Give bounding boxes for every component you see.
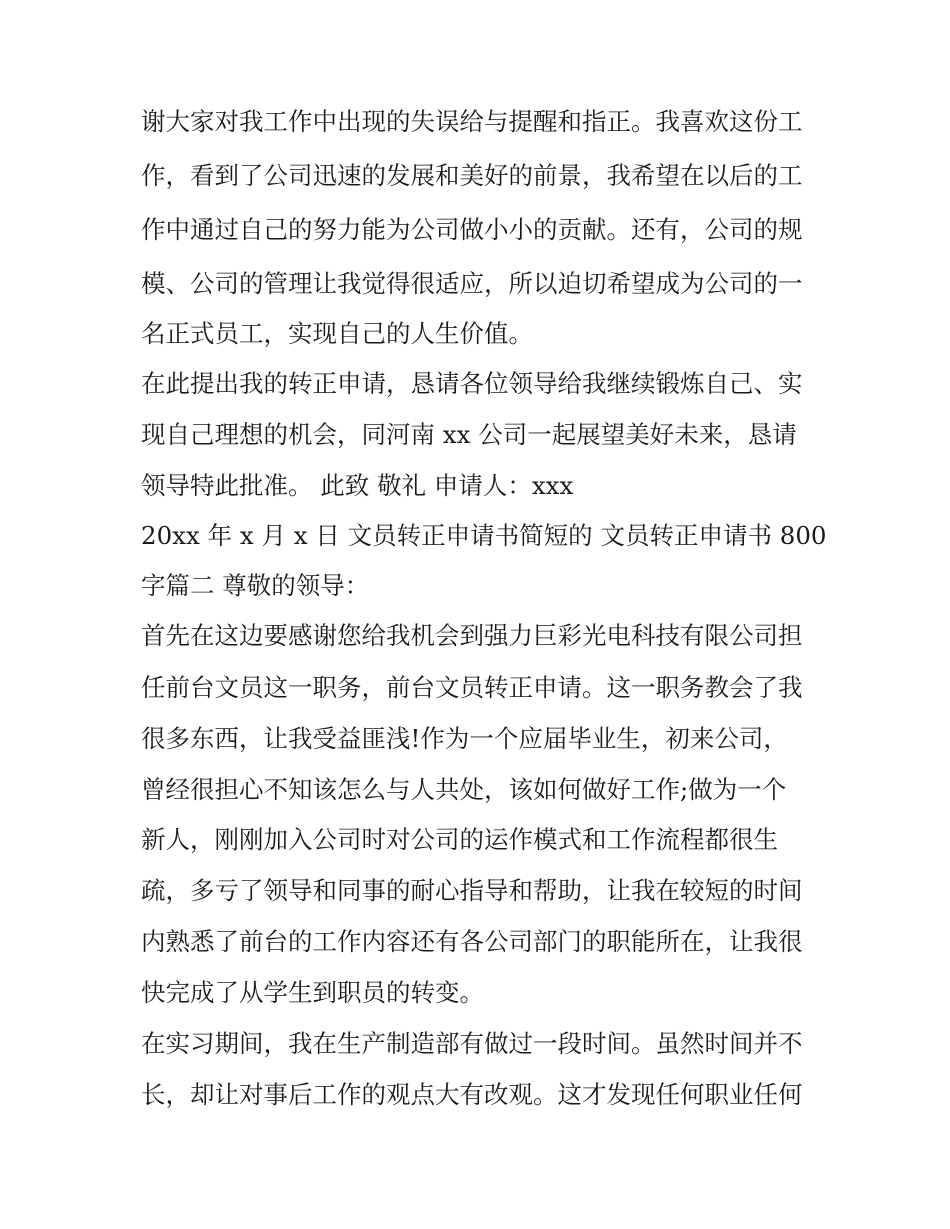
- text-line: 长，却让对事后工作的观点大有改观。这才发现任何职业任何: [141, 1080, 803, 1109]
- text-line: 领导特此批准。 此致 敬礼 申请人：xxx: [141, 471, 574, 500]
- text-line: 20xx 年 x 月 x 日 文员转正申请书简短的 文员转正申请书 800: [141, 521, 827, 550]
- text-line: 作，看到了公司迅速的发展和美好的前景，我希望在以后的工: [141, 161, 803, 190]
- text-line: 首先在这边要感谢您给我机会到强力巨彩光电科技有限公司担: [141, 621, 803, 650]
- text-line: 快完成了从学生到职员的转变。: [141, 978, 484, 1007]
- text-line: 模、公司的管理让我觉得很适应，所以迫切希望成为公司的一: [141, 269, 803, 298]
- text-line: 任前台文员这一职务，前台文员转正申请。这一职务教会了我: [141, 673, 803, 702]
- text-line: 在此提出我的转正申请，恳请各位领导给我继续锻炼自己、实: [141, 369, 803, 398]
- text-line: 很多东西，让我受益匪浅!作为一个应届毕业生，初来公司，: [141, 724, 788, 753]
- text-line: 现自己理想的机会，同河南 xx 公司一起展望美好未来，恳请: [141, 420, 797, 449]
- text-line: 内熟悉了前台的工作内容还有各公司部门的职能所在，让我很: [141, 927, 803, 956]
- text-line: 作中通过自己的努力能为公司做小小的贡献。还有，公司的规: [141, 215, 803, 244]
- text-line: 新人，刚刚加入公司时对公司的运作模式和工作流程都很生: [141, 825, 778, 854]
- text-line: 名正式员工，实现自己的人生价值。: [141, 319, 533, 348]
- text-line: 疏，多亏了领导和同事的耐心指导和帮助，让我在较短的时间: [141, 876, 803, 905]
- text-line: 在实习期间，我在生产制造部有做过一段时间。虽然时间并不: [141, 1029, 803, 1058]
- text-line: 曾经很担心不知该怎么与人共处，该如何做好工作;做为一个: [141, 775, 787, 804]
- text-line: 字篇二 尊敬的领导：: [141, 571, 370, 600]
- text-line: 谢大家对我工作中出现的失误给与提醒和指正。我喜欢这份工: [141, 107, 803, 136]
